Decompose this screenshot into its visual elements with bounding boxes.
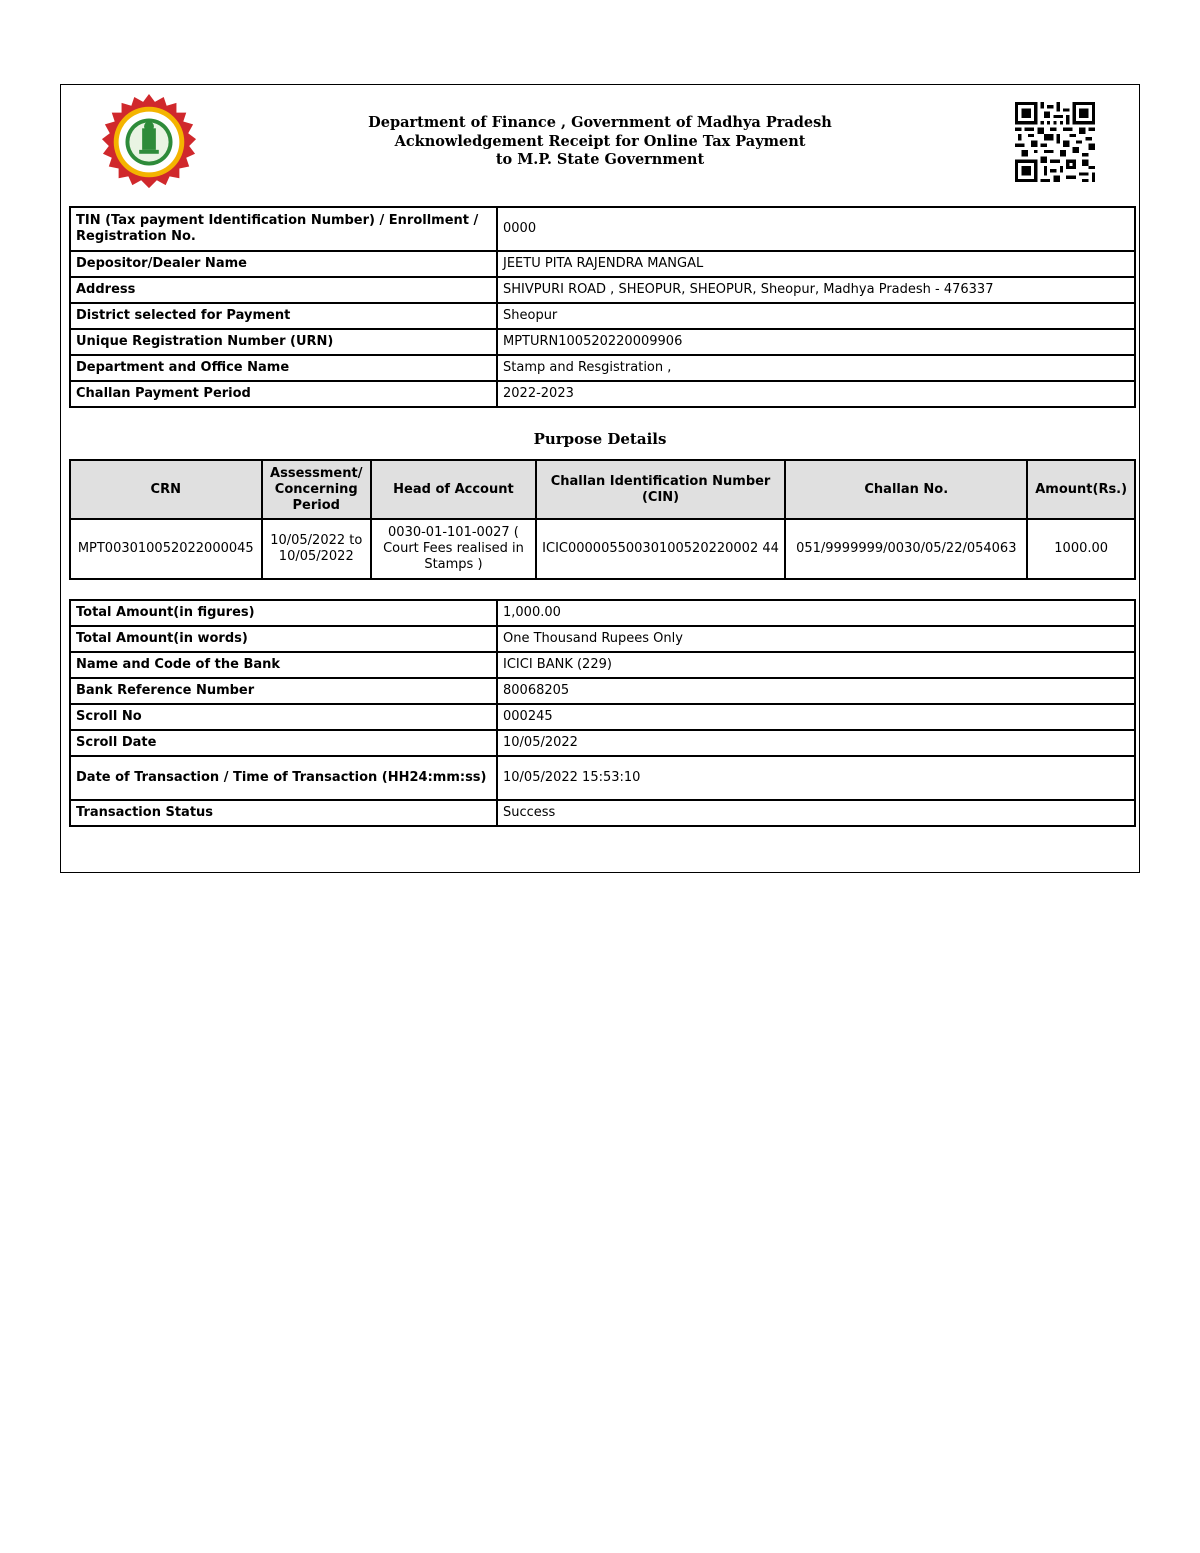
detail-value: MPTURN100520220009906 [497, 329, 1135, 355]
detail-label: Department and Office Name [70, 355, 497, 381]
table-row [70, 756, 1135, 800]
table-row [70, 652, 1135, 678]
payment-label: Total Amount(in figures) [70, 600, 497, 626]
table-row [70, 303, 1135, 329]
amount-cell: 1000.00 [1027, 519, 1135, 579]
table-row [70, 800, 1135, 826]
payment-value: 80068205 [497, 678, 1135, 704]
table-row [70, 329, 1135, 355]
payment-label: Scroll Date [70, 730, 497, 756]
table-row [70, 678, 1135, 704]
challan-no-cell: 051/9999999/0030/05/22/054063 [785, 519, 1027, 579]
table-row [70, 626, 1135, 652]
crn-cell: MPT003010052022000045 [70, 519, 262, 579]
table-row [70, 600, 1135, 626]
detail-label: Unique Registration Number (URN) [70, 329, 497, 355]
purpose-details-table [69, 459, 1136, 580]
detail-value: Stamp and Resgistration , [497, 355, 1135, 381]
payment-value: 10/05/2022 [497, 730, 1135, 756]
payment-value: Success [497, 800, 1135, 826]
table-row [70, 251, 1135, 277]
payment-value: 10/05/2022 15:53:10 [497, 756, 1135, 800]
title-line-2: Acknowledgement Receipt for Online Tax Payment [394, 132, 806, 150]
purpose-details-heading: Purpose Details [533, 430, 667, 448]
detail-value: SHIVPURI ROAD , SHEOPUR, SHEOPUR, Sheopur, Madhya Pradesh - 476337 [497, 277, 1135, 303]
depositor-details-table [69, 206, 1136, 408]
table-row [70, 355, 1135, 381]
receipt-frame [60, 84, 1140, 873]
detail-value: JEETU PITA RAJENDRA MANGAL [497, 251, 1135, 277]
title-line-1: Department of Finance , Government of Madhya Pradesh [368, 114, 832, 131]
payment-label: Scroll No [70, 704, 497, 730]
table-row [70, 704, 1135, 730]
period-cell: 10/05/2022 to 10/05/2022 [262, 519, 372, 579]
head-of-account-cell: 0030-01-101-0027 ( Court Fees realised in Stamps ) [371, 519, 536, 579]
detail-label: TIN (Tax payment Identification Number) / Enrollment / Registration No. [70, 207, 497, 251]
table-row [70, 519, 1135, 579]
table-row [70, 730, 1135, 756]
column-header: Assessment/ Concerning Period [262, 460, 372, 519]
payment-details-table [69, 599, 1136, 827]
detail-label: Challan Payment Period [70, 381, 497, 407]
detail-value: 0000 [497, 207, 1135, 251]
detail-value: Sheopur [497, 303, 1135, 329]
payment-value: One Thousand Rupees Only [497, 626, 1135, 652]
table-row [70, 277, 1135, 303]
table-header-row [70, 460, 1135, 519]
column-header: CRN [70, 460, 262, 519]
payment-value: 000245 [497, 704, 1135, 730]
column-header: Challan No. [785, 460, 1027, 519]
detail-value: 2022-2023 [497, 381, 1135, 407]
payment-label: Transaction Status [70, 800, 497, 826]
payment-label: Bank Reference Number [70, 678, 497, 704]
title-line-3: to M.P. State Government [495, 151, 705, 168]
payment-value: ICICI BANK (229) [497, 652, 1135, 678]
qr-code-icon [1015, 102, 1095, 182]
payment-label: Total Amount(in words) [70, 626, 497, 652]
detail-label: Address [70, 277, 497, 303]
payment-value: 1,000.00 [497, 600, 1135, 626]
column-header: Head of Account [371, 460, 536, 519]
table-row [70, 381, 1135, 407]
payment-label: Date of Transaction / Time of Transaction (HH24:mm:ss) [70, 756, 497, 800]
payment-label: Name and Code of the Bank [70, 652, 497, 678]
column-header: Amount(Rs.) [1027, 460, 1135, 519]
detail-label: Depositor/Dealer Name [70, 251, 497, 277]
receipt-title [61, 114, 1139, 170]
table-row [70, 207, 1135, 251]
cin-cell: ICIC00000550030100520220002 44 [536, 519, 785, 579]
detail-label: District selected for Payment [70, 303, 497, 329]
column-header: Challan Identification Number (CIN) [536, 460, 785, 519]
